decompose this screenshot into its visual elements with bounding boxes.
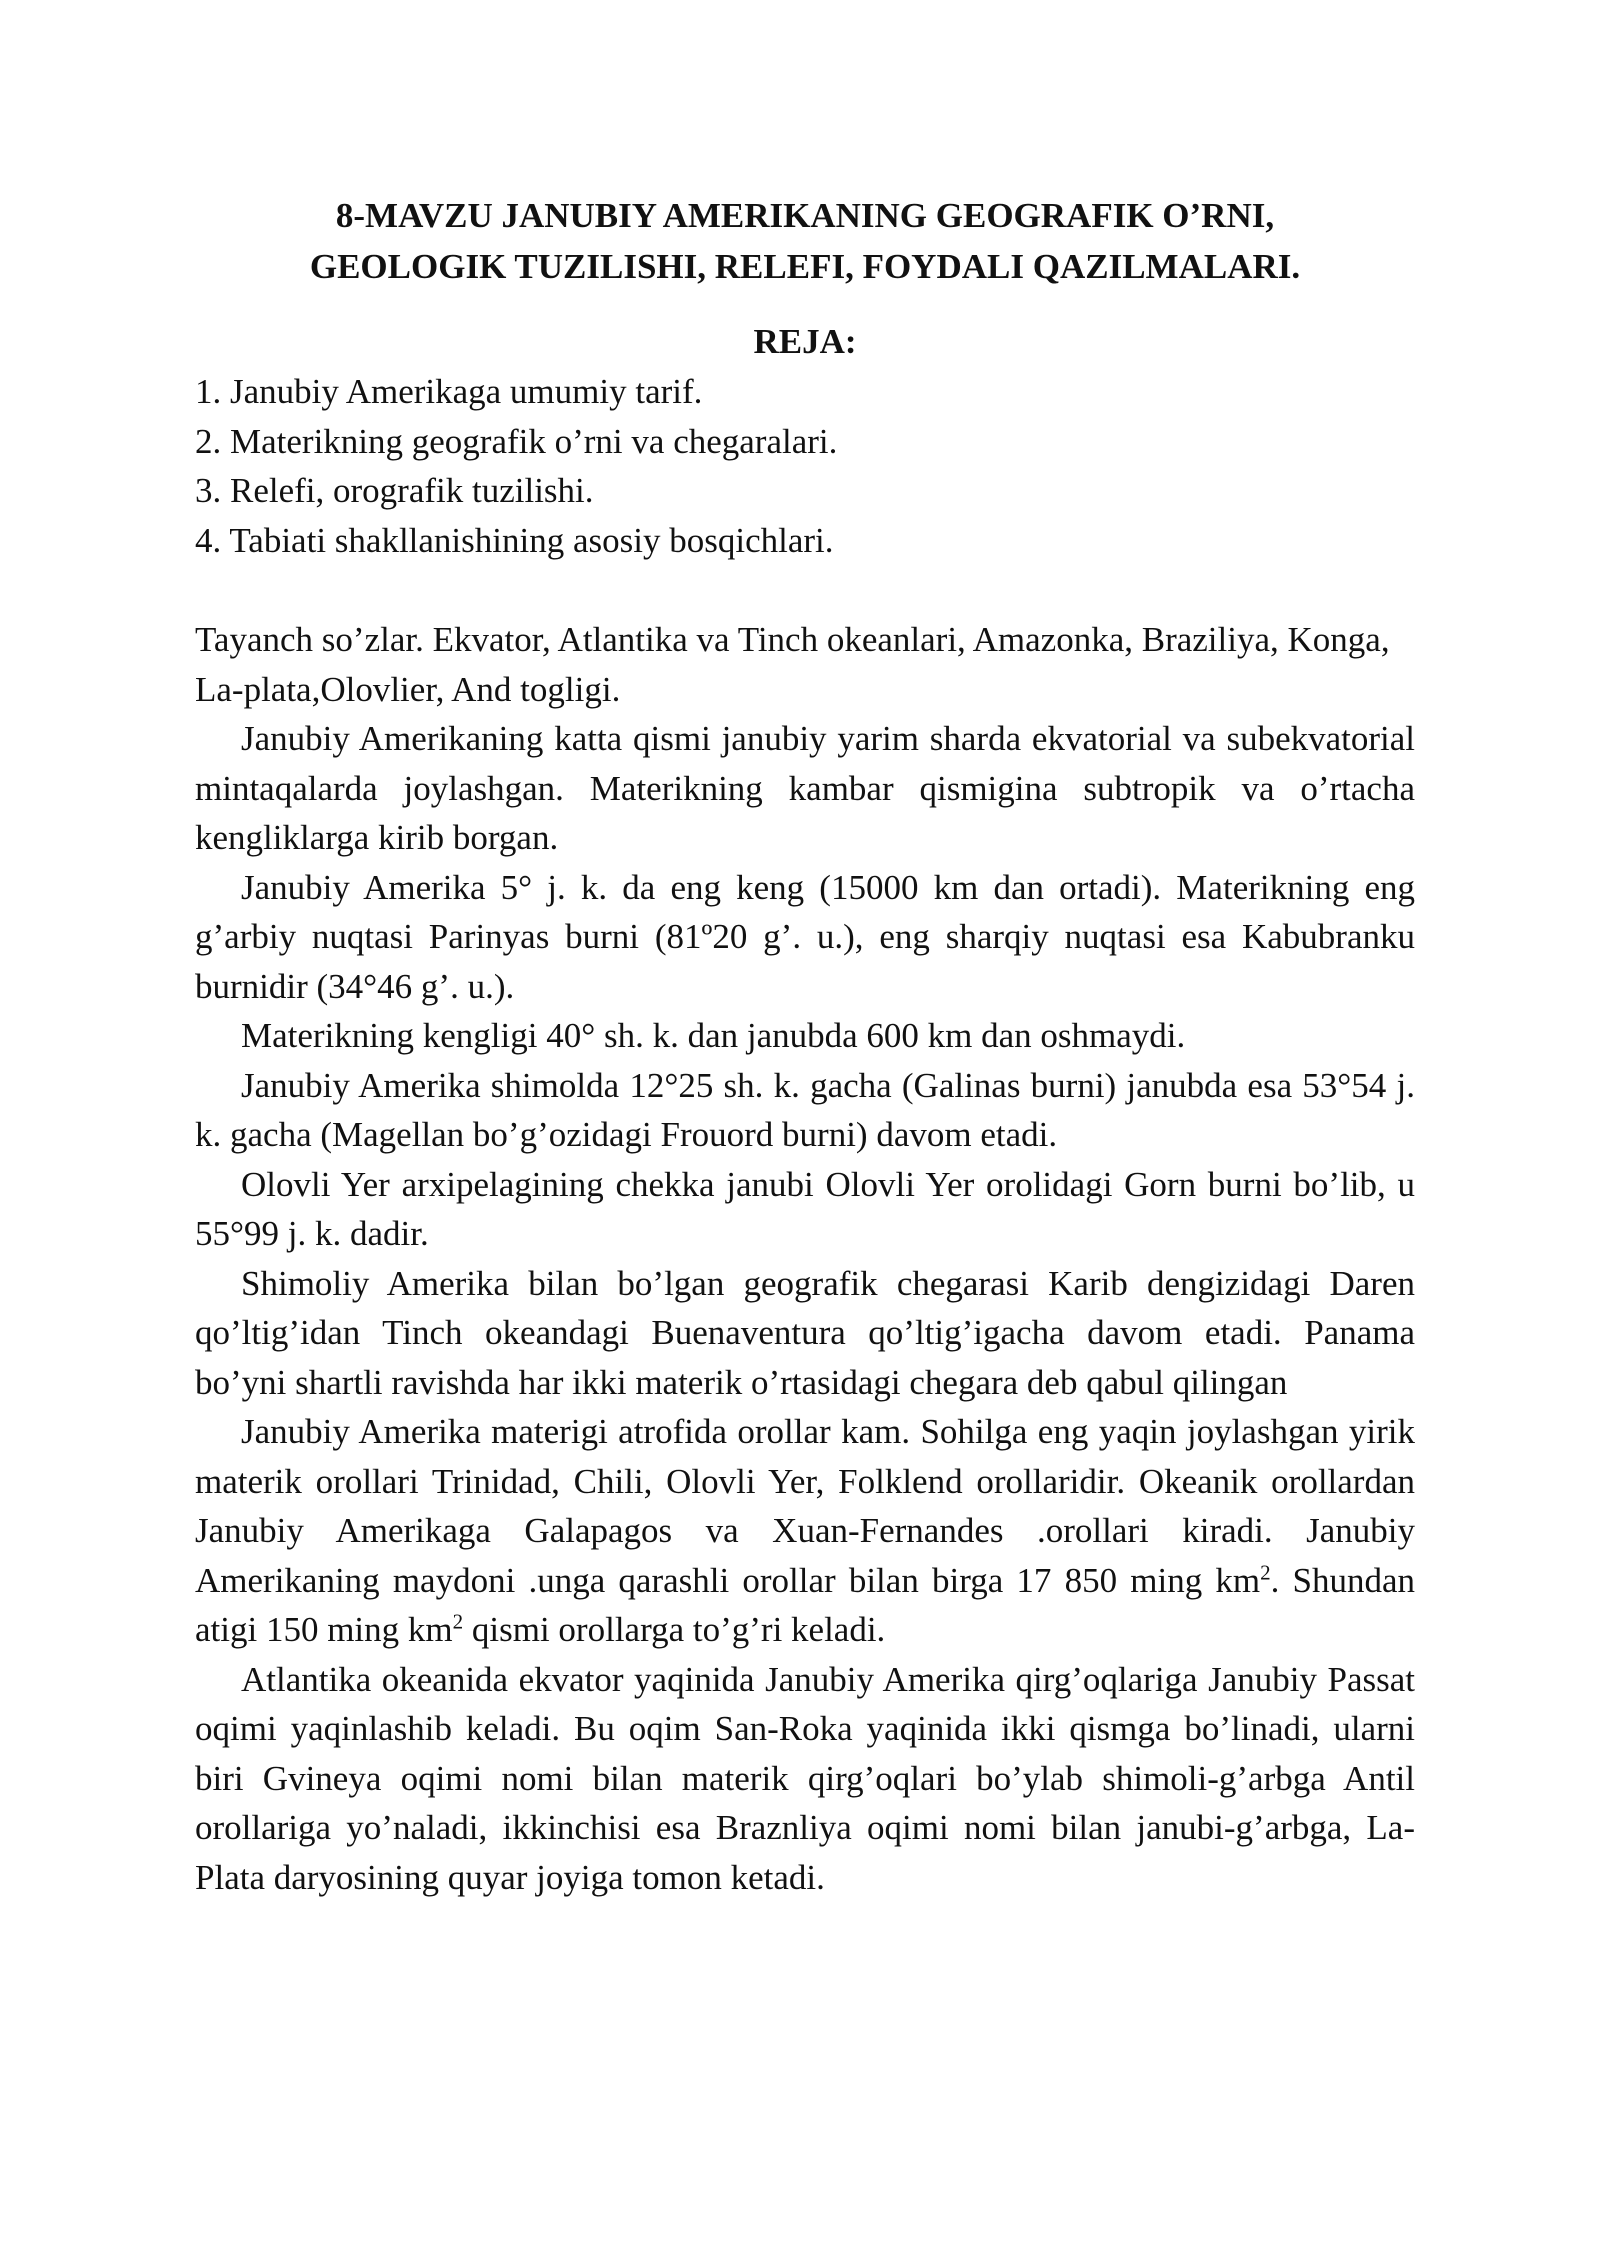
islands-text-part-3: qismi orollarga to’g’ri keladi. <box>463 1610 886 1649</box>
plan-item: 4. Tabiati shakllanishining asosiy bosqichlari. <box>195 520 834 560</box>
body-paragraph: Materikning kengligi 40° sh. k. dan janubda 600 km dan oshmaydi. <box>241 1016 1186 1055</box>
superscript-squared: 2 <box>452 1609 464 1634</box>
keywords-paragraph: Tayanch so’zlar. Ekvator, Atlantika va Tinch okeanlari, Amazonka, Braziliya, Konga, La-plata,Olovlier, And togligi. <box>195 620 1390 709</box>
title-line-1: 8-MAVZU JANUBIY AMERIKANING GEOGRAFIK O’RNI, <box>335 196 1275 235</box>
islands-text-part-1: Janubiy Amerika materigi atrofida orollar kam. Sohilga eng yaqin joylashgan yirik materik orollari Trinidad, Chili, Olovli Yer, Folklend orollaridir. Okeanik orollardan Janubiy Amerikaga Galapagos va Xuan-Fernandes .orollari kiradi. Janubiy Amerikaning maydoni .unga qarashli orollar bilan birga 17 850 ming km <box>195 1412 1415 1600</box>
islands-text-part-2: . Shundan atigi 150 ming km <box>195 1560 1416 1649</box>
islands-paragraph <box>195 1407 1415 1655</box>
document-title <box>195 190 1415 292</box>
title-line-2: GEOLOGIK TUZILISHI, RELEFI, FOYDALI QAZILMALARI. <box>309 247 1301 286</box>
superscript-squared: 2 <box>1260 1559 1271 1584</box>
body-paragraph: Janubiy Amerika 5° j. k. da eng keng (15000 km dan ortadi). Materikning eng g’arbiy nuqtasi Parinyas burni (81º20 g’. u.), eng sharqiy nuqtasi esa Kabubranku burnidir (34°46 g’. u.). <box>195 867 1415 1006</box>
plan-item: 3. Relefi, orografik tuzilishi. <box>195 471 594 510</box>
body-paragraph: Shimoliy Amerika bilan bo’lgan geografik chegarasi Karib dengizidagi Daren qo’ltig’idan Tinch okeandagi Buenaventura qo’ltig’igacha davom etadi. Panama bo’yni shartli ravishda har ikki materik o’rtasidagi chegara deb qabul qilingan <box>195 1263 1415 1402</box>
plan-item: 2. Materikning geografik o’rni va chegaralari. <box>195 421 838 461</box>
body-paragraph: Janubiy Amerikaning katta qismi janubiy yarim sharda ekvatorial va subekvatorial mintaqalarda joylashgan. Materikning kambar qismigina subtropik va o’rtacha kengliklarga kirib borgan. <box>195 719 1415 857</box>
plan-heading: REJA: <box>753 322 857 361</box>
document-page <box>195 190 1415 1902</box>
body-paragraph: Janubiy Amerika shimolda 12°25 sh. k. gacha (Galinas burni) janubda esa 53°54 j. k. gacha (Magellan bo’g’ozidagi Frouord burni) davom etadi. <box>195 1065 1415 1154</box>
plan-item: 1. Janubiy Amerikaga umumiy tarif. <box>195 372 703 411</box>
plan-list <box>195 367 1415 565</box>
body-paragraph: Olovli Yer arxipelagining chekka janubi Olovli Yer orolidagi Gorn burni bo’lib, u 55°99 j. k. dadir. <box>195 1164 1415 1253</box>
body-paragraph: Atlantika okeanida ekvator yaqinida Janubiy Amerika qirg’oqlariga Janubiy Passat oqimi yaqinlashib keladi. Bu oqim San-Roka yaqinida ikki qismga bo’linadi, ularni biri Gvineya oqimi nomi bilan materik qirg’oqlari bo’ylab shimoli-g’arbga Antil orollariga yo’naladi, ikkinchisi esa Braznliya oqimi nomi bilan janubi-g’arbga, La-Plata daryosining quyar joyiga tomon ketadi. <box>195 1659 1415 1897</box>
